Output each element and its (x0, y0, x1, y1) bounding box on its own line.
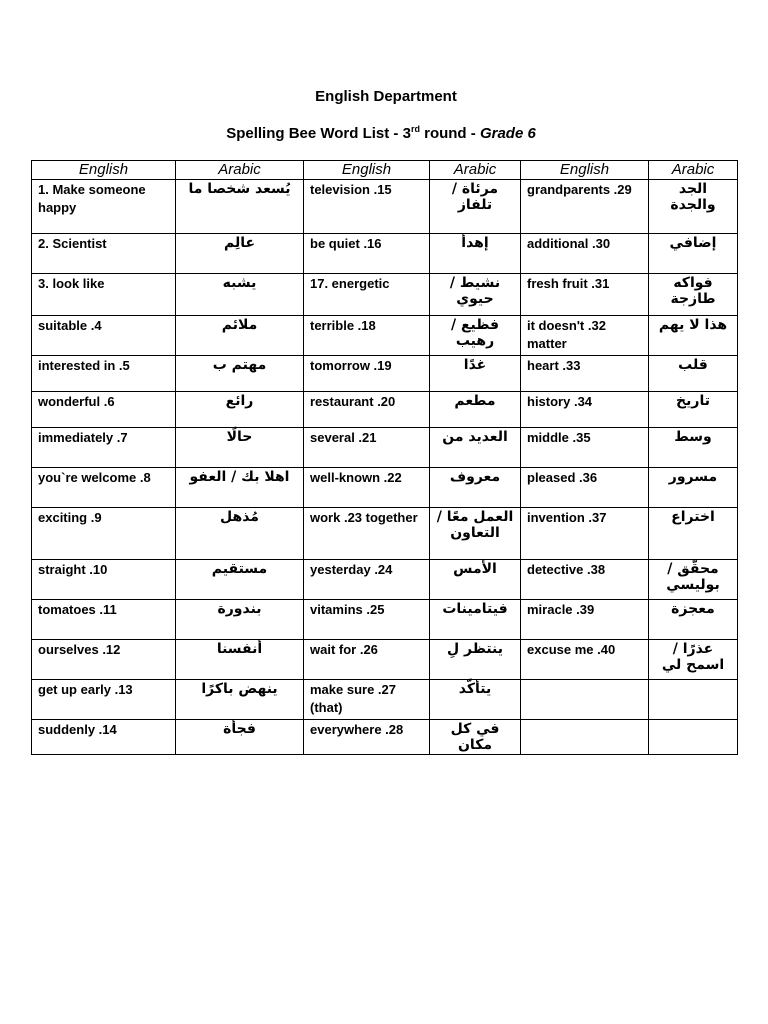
english-word-cell: miracle .39 (521, 600, 649, 640)
english-word-cell: interested in .5 (32, 356, 176, 392)
arabic-word-cell: مسرور (649, 468, 738, 508)
arabic-word-cell: مطعم (430, 392, 521, 428)
english-word-cell: 3. look like (32, 274, 176, 316)
english-word-cell (521, 680, 649, 720)
english-word-cell: make sure .27 (that) (304, 680, 430, 720)
arabic-word-cell: الجد والجدة (649, 180, 738, 234)
english-word-cell: excuse me .40 (521, 640, 649, 680)
arabic-word-cell: مرئاة / تلفاز (430, 180, 521, 234)
english-word-cell: tomatoes .11 (32, 600, 176, 640)
table-row (32, 560, 738, 600)
english-word-cell: pleased .36 (521, 468, 649, 508)
english-word-cell: get up early .13 (32, 680, 176, 720)
english-word-cell: vitamins .25 (304, 600, 430, 640)
word-list-table (31, 160, 738, 755)
english-word-cell: history .34 (521, 392, 649, 428)
english-word-cell: 2. Scientist (32, 234, 176, 274)
grade-label: Grade 6 (479, 125, 536, 142)
arabic-word-cell: رائع (176, 392, 304, 428)
arabic-word-cell: مستقيم (176, 560, 304, 600)
english-word-cell: terrible .18 (304, 316, 430, 356)
column-header: English (32, 161, 176, 180)
english-word-cell: additional .30 (521, 234, 649, 274)
english-word-cell: heart .33 (521, 356, 649, 392)
english-word-cell: it doesn't .32 matter (521, 316, 649, 356)
arabic-word-cell: معجزة (649, 600, 738, 640)
page-title: English Department (315, 88, 457, 105)
table-row (32, 600, 738, 640)
table-row (32, 234, 738, 274)
arabic-word-cell: عذرًا / اسمح لي (649, 640, 738, 680)
arabic-word-cell: ملائم (176, 316, 304, 356)
table-header-row (32, 161, 738, 180)
arabic-word-cell: اختراع (649, 508, 738, 560)
arabic-word-cell: أنفسنا (176, 640, 304, 680)
table-row (32, 428, 738, 468)
english-word-cell: yesterday .24 (304, 560, 430, 600)
arabic-word-cell: ينتظر لِ (430, 640, 521, 680)
arabic-word-cell: إهدأ (430, 234, 521, 274)
english-word-cell: suddenly .14 (32, 720, 176, 755)
arabic-word-cell: حالًا (176, 428, 304, 468)
arabic-word-cell: في كل مكان (430, 720, 521, 755)
english-word-cell: immediately .7 (32, 428, 176, 468)
english-word-cell: be quiet .16 (304, 234, 430, 274)
table-body (32, 180, 738, 755)
table-row (32, 720, 738, 755)
english-word-cell: ourselves .12 (32, 640, 176, 680)
arabic-word-cell: قلب (649, 356, 738, 392)
arabic-word-cell: يتأكّد (430, 680, 521, 720)
arabic-word-cell: نشيط / حيوي (430, 274, 521, 316)
list-title (0, 124, 762, 142)
arabic-word-cell: فظيع / رهيب (430, 316, 521, 356)
table-row (32, 274, 738, 316)
arabic-word-cell: يُسعد شخصا ما (176, 180, 304, 234)
arabic-word-cell (649, 720, 738, 755)
english-word-cell: everywhere .28 (304, 720, 430, 755)
table-row (32, 180, 738, 234)
english-word-cell: 17. energetic (304, 274, 430, 316)
english-word-cell: restaurant .20 (304, 392, 430, 428)
arabic-word-cell: عالِم (176, 234, 304, 274)
arabic-word-cell: فواكه طازجة (649, 274, 738, 316)
column-header: Arabic (176, 161, 304, 180)
english-word-cell: middle .35 (521, 428, 649, 468)
table-row (32, 356, 738, 392)
table-row (32, 316, 738, 356)
english-word-cell: invention .37 (521, 508, 649, 560)
arabic-word-cell: يشبه (176, 274, 304, 316)
arabic-word-cell: محقّق / بوليسي (649, 560, 738, 600)
table-row (32, 680, 738, 720)
arabic-word-cell: مُذهل (176, 508, 304, 560)
english-word-cell: wait for .26 (304, 640, 430, 680)
english-word-cell: tomorrow .19 (304, 356, 430, 392)
arabic-word-cell: معروف (430, 468, 521, 508)
english-word-cell: grandparents .29 (521, 180, 649, 234)
list-title-round: round - (419, 125, 480, 142)
english-word-cell: television .15 (304, 180, 430, 234)
list-title-text: Spelling Bee Word List - 3 (226, 125, 411, 142)
round-ordinal-suffix: rd (410, 124, 420, 134)
column-header: English (521, 161, 649, 180)
arabic-word-cell: العديد من (430, 428, 521, 468)
arabic-word-cell: اهلا بك / العفو (176, 468, 304, 508)
arabic-word-cell: وسط (649, 428, 738, 468)
english-word-cell: suitable .4 (32, 316, 176, 356)
arabic-word-cell: ينهض باكرًا (176, 680, 304, 720)
table-row (32, 392, 738, 428)
english-word-cell: well-known .22 (304, 468, 430, 508)
english-word-cell: exciting .9 (32, 508, 176, 560)
table-row (32, 640, 738, 680)
english-word-cell: you`re welcome .8 (32, 468, 176, 508)
arabic-word-cell: العمل معًا / التعاون (430, 508, 521, 560)
english-word-cell: detective .38 (521, 560, 649, 600)
english-word-cell (521, 720, 649, 755)
arabic-word-cell: غدًا (430, 356, 521, 392)
arabic-word-cell: إضافي (649, 234, 738, 274)
arabic-word-cell (649, 680, 738, 720)
arabic-word-cell: فجأة (176, 720, 304, 755)
column-header: Arabic (649, 161, 738, 180)
column-header: Arabic (430, 161, 521, 180)
arabic-word-cell: فيتامينات (430, 600, 521, 640)
arabic-word-cell: الأمس (430, 560, 521, 600)
arabic-word-cell: تاريخ (649, 392, 738, 428)
english-word-cell: several .21 (304, 428, 430, 468)
english-word-cell: wonderful .6 (32, 392, 176, 428)
arabic-word-cell: هذا لا يهم (649, 316, 738, 356)
english-word-cell: work .23 together (304, 508, 430, 560)
arabic-word-cell: بندورة (176, 600, 304, 640)
english-word-cell: 1. Make someone happy (32, 180, 176, 234)
arabic-word-cell: مهتم ب (176, 356, 304, 392)
table-row (32, 508, 738, 560)
english-word-cell: fresh fruit .31 (521, 274, 649, 316)
english-word-cell: straight .10 (32, 560, 176, 600)
table-row (32, 468, 738, 508)
column-header: English (304, 161, 430, 180)
